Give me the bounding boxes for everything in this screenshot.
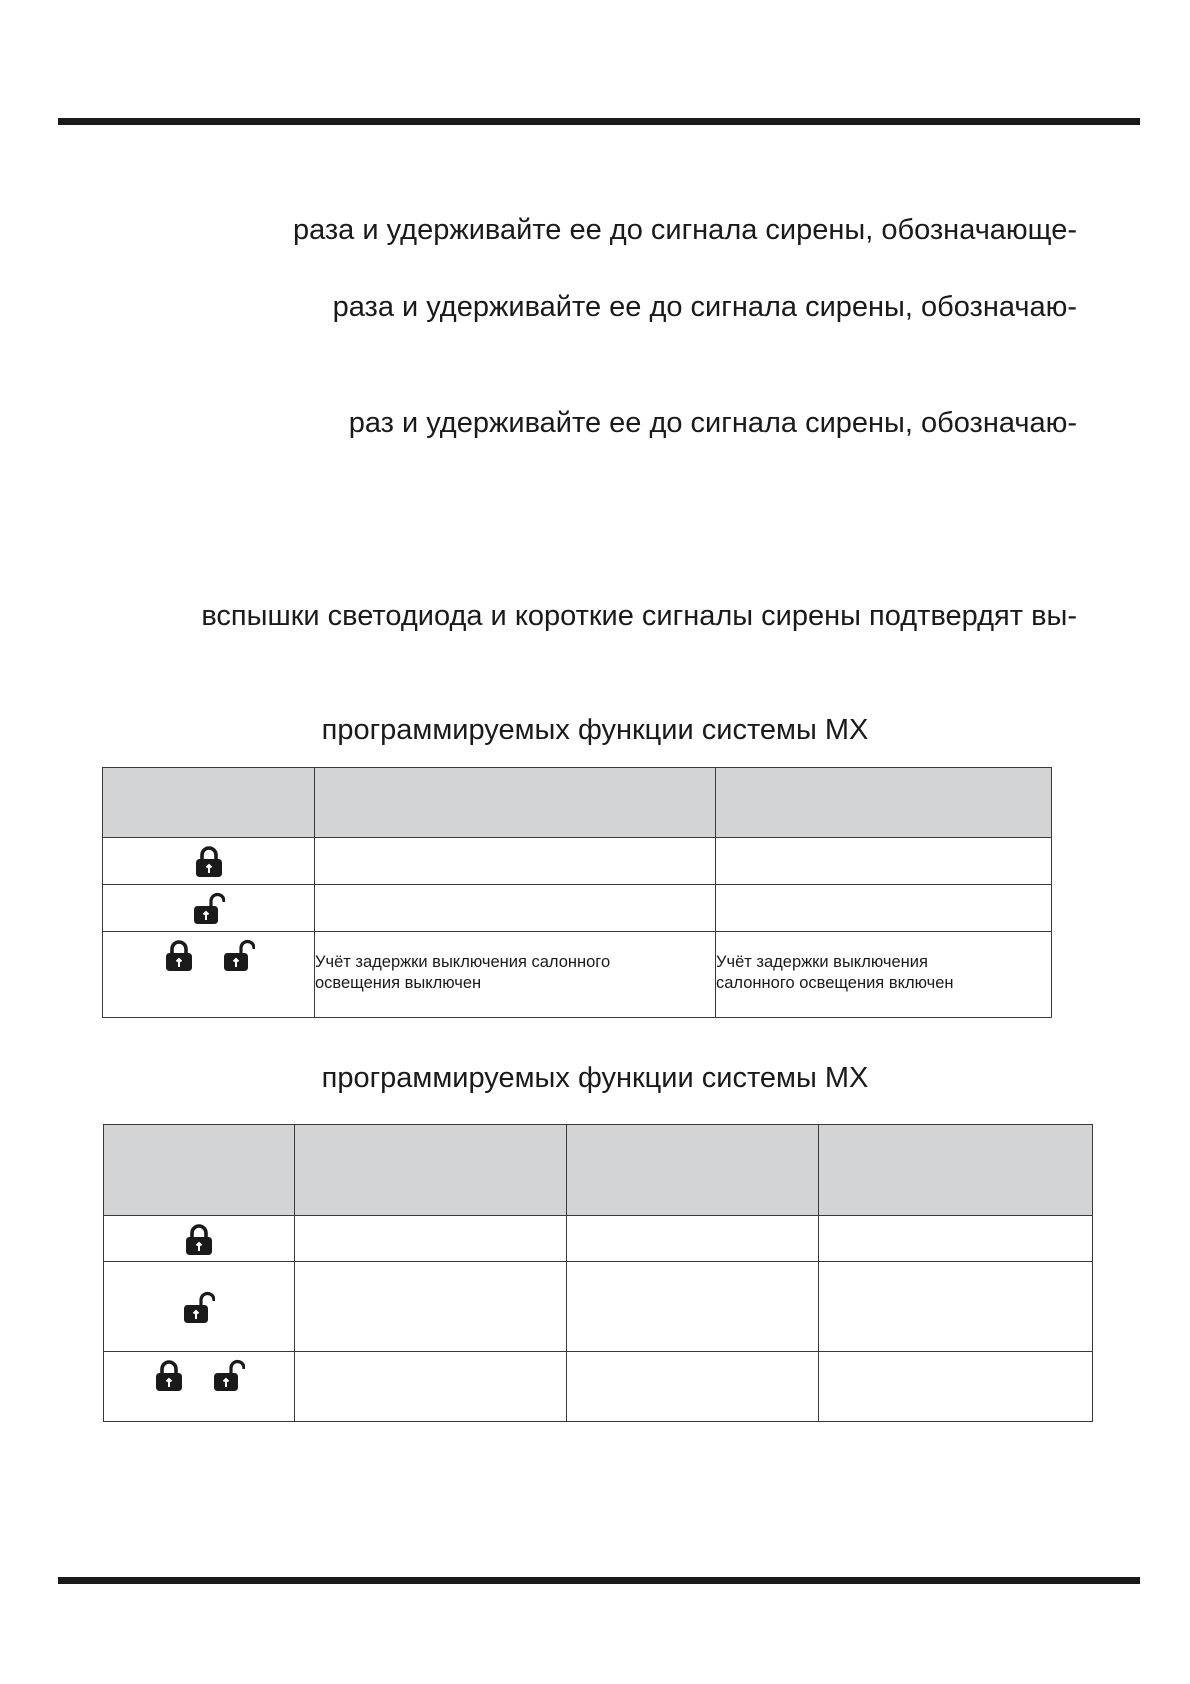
table1-cell [315,838,716,885]
table1-cell [315,885,716,932]
table2-header-cell [567,1125,819,1216]
table2-icon-cell [104,1352,295,1422]
table2-header-cell [104,1125,295,1216]
cell-text-line: салонного освещения включен [716,974,954,992]
table2-cell [295,1352,567,1422]
table1-header-cell [103,768,315,838]
table2-cell [567,1262,819,1352]
table-row [104,1262,1093,1352]
table2-cell [819,1262,1093,1352]
table2-caption: программируемых функции системы MX [321,1062,869,1094]
lock-closed-icon [193,844,225,878]
text-line-4: вспышки светодиода и короткие сигналы сирены подтвердят вы- [201,600,1077,632]
text-line-2: раза и удерживайте ее до сигнала сирены, обозначаю- [332,291,1077,323]
table1-caption: программируемых функции системы MX [321,714,869,746]
table2-header-row [104,1125,1093,1216]
table1-header-cell [716,768,1052,838]
text-line-1: раза и удерживайте ее до сигнала сирены, обозначающе- [292,214,1077,246]
cell-text-line: Учёт задержки выключения [716,953,928,971]
table-row [103,838,1052,885]
lock-open-icon [183,1290,215,1324]
table1-icon-cell [103,885,315,932]
table1 [102,767,1052,1018]
table1-cell-delay-on [716,932,1052,1018]
table2-cell [295,1216,567,1262]
table1-header-row [103,768,1052,838]
lock-open-icon [223,938,255,972]
table2-icon-cell [104,1262,295,1352]
table1-cell [716,838,1052,885]
table2-header-cell [295,1125,567,1216]
table1-icon-cell [103,932,315,1018]
lock-closed-icon [183,1222,215,1256]
table2-header-cell [819,1125,1093,1216]
table1-cell-delay-off [315,932,716,1018]
table2-cell [567,1216,819,1262]
table2-icon-cell [104,1216,295,1262]
table-row [103,932,1052,1018]
table1-cell [716,885,1052,932]
table2-cell [295,1262,567,1352]
table2-cell [819,1216,1093,1262]
table2 [103,1124,1093,1422]
footer-rule [58,1577,1140,1584]
text-line-3: раз и удерживайте ее до сигнала сирены, обозначаю- [348,407,1077,439]
header-rule [58,118,1140,125]
table2-cell [567,1352,819,1422]
table2-cell [819,1352,1093,1422]
table1-header-cell [315,768,716,838]
lock-open-icon [213,1358,245,1392]
table-row [104,1352,1093,1422]
table-row [103,885,1052,932]
cell-text-line: Учёт задержки выключения салонного [315,953,611,971]
table1-icon-cell [103,838,315,885]
table-row [104,1216,1093,1262]
lock-closed-icon [163,938,195,972]
lock-closed-icon [153,1358,185,1392]
lock-open-icon [193,891,225,925]
cell-text-line: освещения выключен [315,974,482,992]
